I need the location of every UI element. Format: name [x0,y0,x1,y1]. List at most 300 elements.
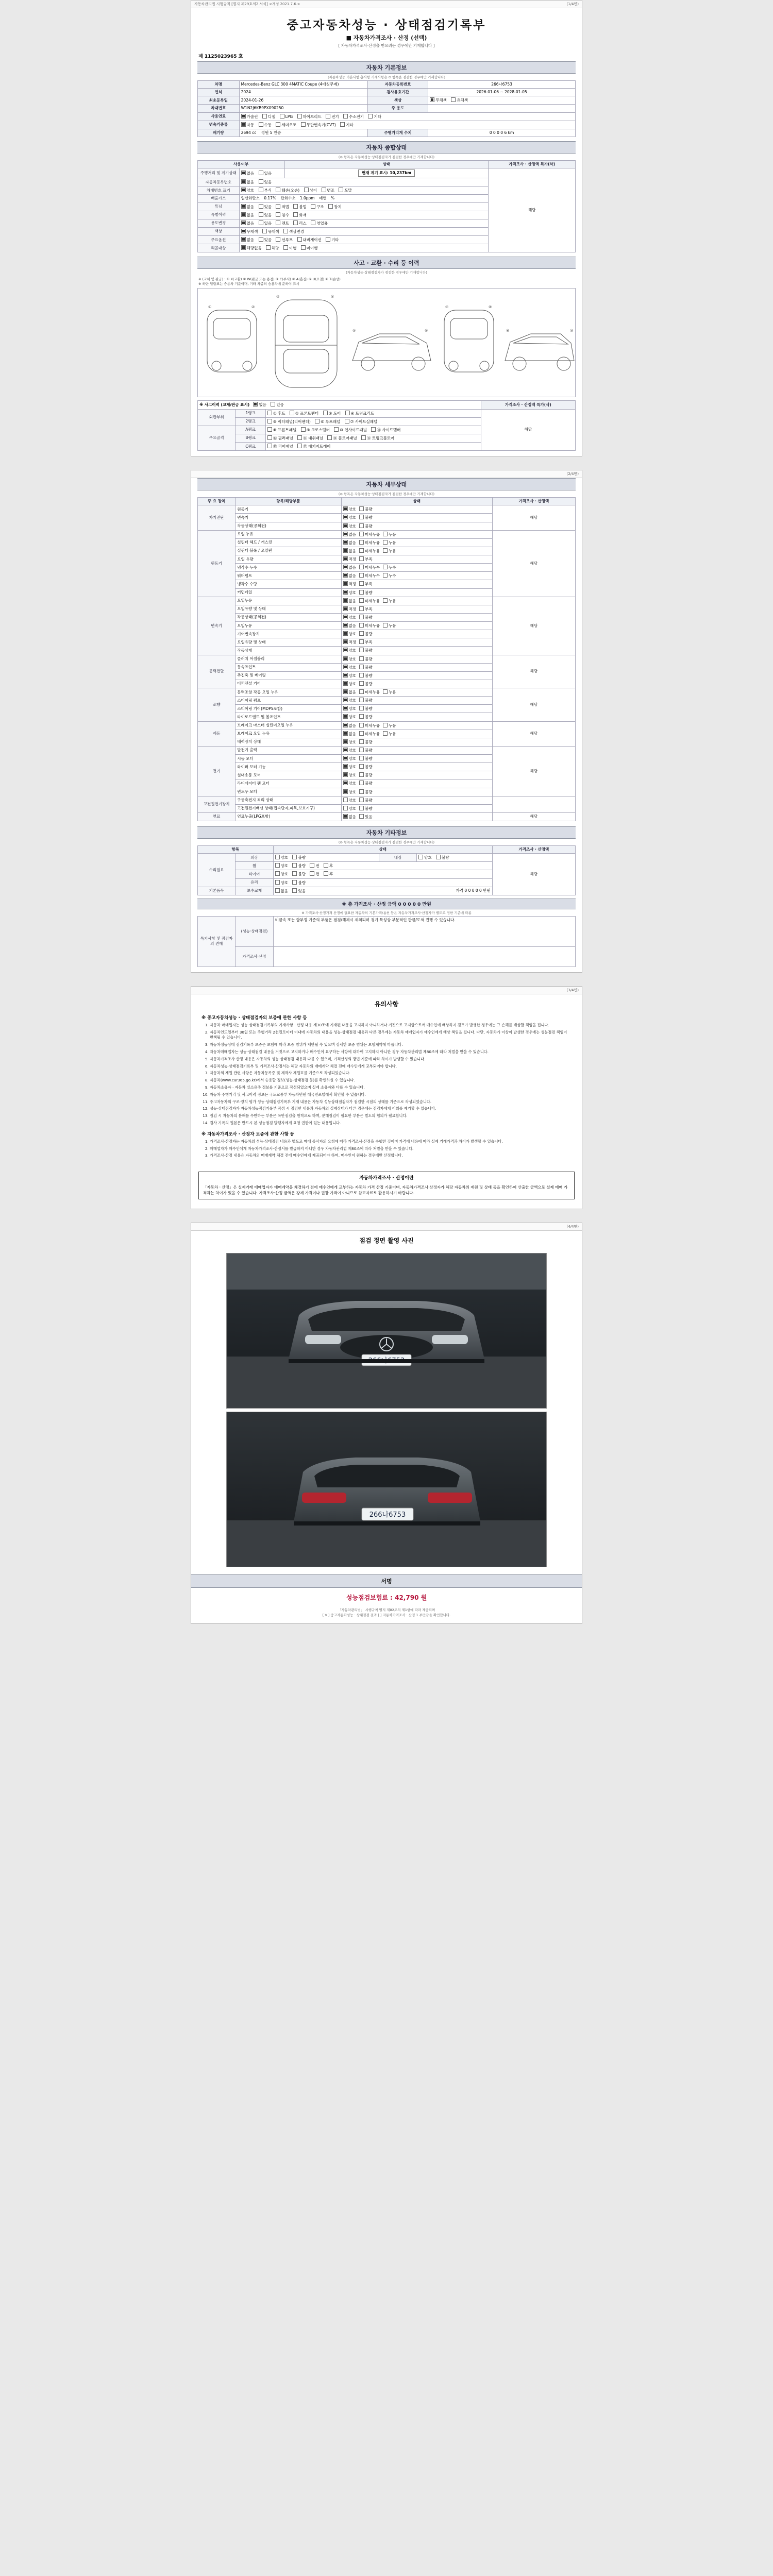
opt-bad[interactable]: 불량 [292,871,306,877]
opt-etc[interactable]: 기타 [326,237,339,243]
col-state: 상태 [284,160,489,168]
price-assessment-cell: 해당 [489,168,576,252]
opt-없음[interactable]: 없음 [343,598,357,604]
opt-good[interactable]: 양호 [275,880,289,886]
fuel-option-diesel[interactable]: 디젤 [262,114,276,120]
part-item[interactable]: ⑬ 대쉬패널 [297,435,323,441]
row-label: 자동차등록번호 [198,178,240,187]
opt-different[interactable]: 상이 [304,188,317,193]
price-assessment-cell: 해당 [492,530,575,597]
fuel-option-lpg[interactable]: LPG [280,114,293,120]
field-label: 최초등록일 [198,96,240,105]
trans-option-manual[interactable]: 수동 [259,122,272,128]
opt-양호[interactable]: 양호 [343,615,357,620]
opt-good[interactable]: 양호 [418,855,432,860]
pos-front[interactable]: 전 [310,863,319,869]
opt-양호[interactable]: 양호 [343,798,357,803]
row-options[interactable] [273,887,492,895]
opt-누유[interactable]: 누유 [383,548,396,554]
item-options[interactable] [341,630,492,638]
color-option-chromatic[interactable]: 유채색 [451,97,468,103]
part-item[interactable]: ⑰ 패키지트레이 [297,444,330,449]
part-item[interactable]: ⑧ 프론트패널 [267,427,296,433]
item-options[interactable] [341,597,492,605]
opt-불량[interactable]: 불량 [359,515,373,520]
opt-불량[interactable]: 불량 [359,798,373,803]
opt-양호[interactable]: 양호 [343,648,357,653]
opt-불량[interactable]: 불량 [359,806,373,811]
opt-없음[interactable]: 없음 [343,565,357,570]
row-options[interactable] [239,202,489,211]
opt-불량[interactable]: 불량 [359,615,373,620]
opt-없음[interactable]: 없음 [343,540,357,546]
emission-smoke-label: 매연 [319,196,327,201]
opt-damage[interactable]: 훼손(오손) [276,188,299,193]
opt-적정[interactable]: 적정 [343,606,357,612]
table-row [198,129,576,137]
opt-누유[interactable]: 누유 [383,598,396,604]
box-text: 「자동차 · 산정」은 실제거래 매매업자가 매매계약을 체결하기 전에 매수인에게 교부하는 자동차 가격 산정 기준이며, 자동차가격조사·산정자가 해당 자동차의 제원 및 상태 등을 확인하여 산출한 금액으로 실제 매매 가격과는 차이가 있을 수 있습니다. 가격조사·산정 금액은 강제 가격이나 권장 가격이 아니므로 참고자료로 활용하시기 바랍니다. [203,1184,568,1195]
opt-양호[interactable]: 양호 [343,681,357,687]
pos-front[interactable]: 전 [310,871,319,877]
opt-양호[interactable]: 양호 [343,698,357,703]
emission-co-value: 0.17% [264,196,277,201]
trans-option-auto[interactable]: 자동 [241,122,255,128]
opt-없음[interactable]: 없음 [343,723,357,728]
price-assessment-cell [492,796,575,812]
color-label: 색상 [367,96,428,105]
opt-불량[interactable]: 불량 [359,772,373,778]
front-photo[interactable] [226,1253,547,1409]
item-options[interactable] [341,588,492,597]
parts-items[interactable] [265,443,481,451]
car-damage-diagram[interactable] [197,288,576,397]
list-item: 9. 자동차소유자 · 자동차 실소유주 정보를 기준으로 작성되었으며 실제 소유자와 다를 수 있습니다. [210,1085,572,1091]
part-item[interactable]: ⑭ 플로어패널 [327,435,357,441]
item-options[interactable] [341,580,492,588]
opt-none[interactable]: 없음 [241,171,255,176]
opt-applicable[interactable]: 해당 [266,245,279,251]
table-row [198,409,576,417]
opt-erased[interactable]: 도말 [339,188,352,193]
opt-불량[interactable]: 불량 [359,748,373,753]
item-options[interactable] [341,713,492,721]
price-assessment-cell: 해당 [492,721,575,746]
opt-corrosion[interactable]: 부식 [259,188,272,193]
opt-양호[interactable]: 양호 [343,739,357,745]
item-label: 원동기 [236,505,341,514]
opt-없음[interactable]: 없음 [343,623,357,629]
fuel-option-electric[interactable]: 전기 [326,114,339,120]
row-options[interactable] [273,870,492,878]
item-options[interactable] [341,755,492,763]
row-options[interactable] [239,244,489,252]
opt-불량[interactable]: 불량 [359,781,373,786]
row-options[interactable] [273,878,492,887]
opt-chromatic[interactable]: 유채색 [262,229,279,234]
list-item: 5. 자동차가격조사·산정 내용은 자동차의 성능·상태점검 내용과 다를 수 있으며, 가격산정의 방법·기준에 따라 차이가 발생할 수 있습니다. [210,1057,572,1062]
list-item: 4. 자동차매매업자는 성능·상태점검 내용을 거짓으로 고지하거나 매수인이 요구하는 사항에 대하여 고지하지 아니한 경우 자동차관리법 제80조에 따라 처벌을 받을 수 있습니다. [210,1049,572,1055]
row-options[interactable] [239,236,489,244]
opt-양호[interactable]: 양호 [343,789,357,795]
displacement-number: 2694 [241,130,251,135]
opt-적정[interactable]: 적정 [343,556,357,562]
part-item[interactable]: ⑮ 트렁크플로어 [361,435,394,441]
opt-불량[interactable]: 불량 [359,648,373,653]
pos-rear[interactable]: 후 [324,871,333,877]
opt-불량[interactable]: 불량 [359,665,373,670]
opt-없음[interactable]: 없음 [343,548,357,554]
color-option-achromatic[interactable]: 무채색 [430,97,447,103]
svg-text:①: ① [208,305,212,310]
opt-양호[interactable]: 양호 [343,781,357,786]
opt-양호[interactable]: 양호 [343,764,357,770]
opt-flood[interactable]: 침수 [276,212,289,218]
part-item[interactable]: ⑩ 인사이드패널 [334,427,367,433]
opt-양호[interactable]: 양호 [343,656,357,662]
item-options[interactable] [341,522,492,530]
item-options[interactable] [341,788,492,796]
opt-양호[interactable]: 양호 [343,523,357,529]
item-options[interactable] [341,555,492,564]
opt-불량[interactable]: 불량 [359,506,373,512]
opt-yes[interactable]: 있음 [259,237,272,243]
opt-not-applicable[interactable]: 해당없음 [241,245,262,251]
opt-불량[interactable]: 불량 [359,764,373,770]
opt-none[interactable]: 없음 [275,888,289,894]
item-options[interactable] [341,771,492,779]
opt-불량[interactable]: 불량 [359,631,373,637]
trans-option-semiauto[interactable]: 세미오토 [276,122,296,128]
fuel-option-hybrid[interactable]: 하이브리드 [297,114,322,120]
opt-누유[interactable]: 누유 [383,689,396,695]
opt-navigation[interactable]: 내비게이션 [297,237,322,243]
opt-양호[interactable]: 양호 [343,772,357,778]
row-options[interactable] [239,219,489,227]
opt-양호[interactable]: 양호 [343,714,357,720]
col-use: 사용여부 [198,160,285,168]
opt-불량[interactable]: 불량 [359,698,373,703]
opt-rent[interactable]: 렌트 [276,221,289,226]
pos-rear[interactable]: 후 [324,863,333,869]
transmission-options[interactable] [239,121,575,129]
item-options[interactable] [341,812,492,821]
opt-부족[interactable]: 부족 [359,581,373,587]
opt-양호[interactable]: 양호 [343,515,357,520]
rank-label: C랭크 [236,443,266,451]
page-title: 중고자동차성능 · 상태점검기록부 [287,19,486,32]
opt-미세누유[interactable]: 미세누유 [359,623,380,629]
row-options[interactable] [239,211,489,219]
item-options[interactable] [341,796,492,804]
opt-legal[interactable]: 적법 [276,204,289,210]
opt-done[interactable]: 이행 [283,245,297,251]
opt-없음[interactable]: 없음 [343,689,357,695]
notice-list-2 [201,1139,572,1159]
opt-yes[interactable]: 있음 [259,212,272,218]
opt-good[interactable]: 양호 [275,863,289,869]
opt-fire[interactable]: 화재 [293,212,307,218]
item-options[interactable] [341,622,492,630]
opt-achromatic[interactable]: 무채색 [241,229,258,234]
parts-items[interactable] [265,434,481,442]
part-item[interactable]: ⑯ 리어패널 [267,444,293,449]
svg-text:⑧: ⑧ [489,305,492,310]
opt-bad[interactable]: 불량 [292,855,306,860]
item-label: 기어변속장치 [236,630,341,638]
item-options[interactable] [341,572,492,580]
rear-photo[interactable] [226,1412,547,1567]
opt-미세누유[interactable]: 미세누유 [359,689,380,695]
opt-yes[interactable]: 있음 [259,221,272,226]
part-item[interactable]: ① 후드 [267,411,285,416]
opt-양호[interactable]: 양호 [343,748,357,753]
opt-양호[interactable]: 양호 [343,665,357,670]
opt-불량[interactable]: 불량 [359,739,373,745]
trans-option-etc[interactable]: 기타 [340,122,354,128]
opt-누수[interactable]: 누수 [383,565,396,570]
opt-누유[interactable]: 누유 [383,623,396,629]
opt-없음[interactable]: 없음 [343,814,357,820]
opt-불량[interactable]: 불량 [359,523,373,529]
item-options[interactable] [341,647,492,655]
row-options[interactable] [239,187,489,195]
item-label: 워터펌프 [236,572,341,580]
item-options[interactable] [341,688,492,697]
opt-불량[interactable]: 불량 [359,673,373,679]
rank-label: 2랭크 [236,417,266,426]
device-group: 자기진단 [198,505,236,530]
color-options[interactable] [428,96,576,105]
opt-있음[interactable]: 있음 [359,814,373,820]
item-options[interactable] [341,530,492,538]
item-options[interactable] [341,505,492,514]
opt-누유[interactable]: 누유 [383,731,396,737]
opt-repainted[interactable]: 색상변경 [283,229,304,234]
item-label: 실린더 블록 / 오일팬 [236,547,341,555]
opt-bad[interactable]: 불량 [436,855,449,860]
opt-미세누유[interactable]: 미세누유 [359,723,380,728]
item-label: 오일누유 [236,622,341,630]
sheet-4 [191,1223,582,1624]
detail-table [197,497,576,821]
opt-none[interactable]: 없음 [241,179,255,185]
opt-없음[interactable]: 없음 [343,532,357,537]
parts-items[interactable] [265,409,481,417]
displacement-value [239,129,367,137]
other-band: 자동차 기타정보 [197,826,576,839]
opt-none[interactable]: 없음 [241,204,255,210]
opt-미세누유[interactable]: 미세누유 [359,548,380,554]
accident-none[interactable]: 없음 [253,402,266,408]
opt-누유[interactable]: 누유 [383,540,396,546]
fuel-options[interactable] [239,112,575,121]
opt-양호[interactable]: 양호 [343,756,357,761]
emission-co-label: 일산화탄소 [241,196,260,201]
row-options[interactable] [239,168,284,178]
opt-yes[interactable]: 있음 [259,204,272,210]
page-indicator-4: (4/4면) [566,1225,579,1229]
opt-불량[interactable]: 불량 [359,714,373,720]
opt-bad[interactable]: 불량 [292,880,306,886]
opt-양호[interactable]: 양호 [343,806,357,811]
row-options[interactable] [273,854,379,862]
opt-structure[interactable]: 구조 [311,204,324,210]
opt-commercial[interactable]: 영업용 [311,221,328,226]
item-options[interactable] [341,605,492,613]
accident-parts-table [197,400,576,451]
part-item[interactable]: ⑫ 필러패널 [267,435,293,441]
basic-info-band: 자동차 기본정보 [197,61,576,74]
opt-미세누유[interactable]: 미세누유 [359,731,380,737]
opt-적정[interactable]: 적정 [343,639,357,645]
opt-누유[interactable]: 누유 [383,723,396,728]
opt-none[interactable]: 없음 [241,212,255,218]
table-row [198,655,576,663]
opt-not-done[interactable]: 미이행 [301,245,318,251]
part-item[interactable]: ② 프론트펜더 [290,411,318,416]
item-label: 작동상태(공회전) [236,613,341,621]
item-options[interactable] [341,763,492,771]
field-value: 2024-01-26 [239,96,367,105]
opt-없음[interactable]: 없음 [343,573,357,579]
opt-none[interactable]: 없음 [241,237,255,243]
parts-group-exterior: 외판부위 [198,409,236,426]
opt-적정[interactable]: 적정 [343,581,357,587]
row-label: 외장 [236,854,273,862]
item-options[interactable] [341,738,492,746]
basic-info-note: (자동차성능 기본사항 총사항 기재사항은 ⊙ 항목을 점검한 경우에만 기재합니다) [328,75,445,79]
special-notes-text-2[interactable] [273,946,575,967]
parts-items[interactable] [265,417,481,426]
row-options[interactable] [273,862,492,870]
row-options[interactable] [239,227,489,235]
item-options[interactable] [341,721,492,730]
part-item[interactable]: ⑪ 사이드멤버 [371,427,400,433]
fuel-option-gasoline[interactable]: 가솔린 [241,114,258,120]
accident-history[interactable] [198,401,481,409]
opt-부족[interactable]: 부족 [359,556,373,562]
table-row [198,812,576,821]
opt-lease[interactable]: 리스 [293,221,307,226]
opt-불량[interactable]: 불량 [359,756,373,761]
opt-불량[interactable]: 불량 [359,590,373,596]
part-item[interactable]: ③ 도어 [323,411,341,416]
opt-none[interactable]: 없음 [241,221,255,226]
table-row [198,721,576,730]
row-options[interactable] [239,178,489,187]
item-options[interactable] [341,638,492,647]
opt-미세누유[interactable]: 미세누유 [359,532,380,537]
fuel-option-etc[interactable]: 기타 [368,114,381,120]
part-item[interactable]: ④ 트렁크리드 [345,411,374,416]
item-options[interactable] [341,663,492,671]
item-options[interactable] [341,804,492,812]
opt-양호[interactable]: 양호 [343,631,357,637]
item-options[interactable] [341,680,492,688]
item-label: 작동상태(공회전) [236,522,341,530]
item-options[interactable] [341,547,492,555]
part-item[interactable]: ⑥ 루프패널 [315,419,340,425]
item-options[interactable] [341,538,492,547]
opt-불량[interactable]: 불량 [359,789,373,795]
opt-sunroof[interactable]: 선루프 [276,237,293,243]
opt-good[interactable]: 양호 [275,871,289,877]
item-options[interactable] [341,564,492,572]
opt-yes[interactable]: 있음 [292,888,306,894]
opt-불량[interactable]: 불량 [359,681,373,687]
sheet-header-3 [191,987,582,994]
accident-yes[interactable]: 있음 [271,402,284,408]
item-options[interactable] [341,746,492,754]
opt-불량[interactable]: 불량 [359,706,373,711]
rank-label: A랭크 [236,426,266,434]
opt-양호[interactable]: 양호 [343,706,357,711]
opt-미세누유[interactable]: 미세누유 [359,540,380,546]
row-options-2[interactable] [417,854,493,862]
special-notes-text[interactable]: 비금속 또는 합부정 기준의 부품은 점검/해제시 제외되며 경기 특성상 부분적인 판금/도색 진행 수 있습니다. [273,916,575,946]
item-options[interactable] [341,514,492,522]
opt-미세누수[interactable]: 미세누수 [359,565,380,570]
opt-good[interactable]: 양호 [241,188,255,193]
trans-option-cvt[interactable]: 무단변속기(CVT) [301,122,336,128]
special-notes-sub-2: 가격조사·산정 [236,946,273,967]
opt-bad[interactable]: 불량 [292,863,306,869]
opt-양호[interactable]: 양호 [343,590,357,596]
opt-illegal[interactable]: 불법 [293,204,307,210]
item-options[interactable] [341,730,492,738]
item-label: 오일유량 및 상태 [236,638,341,647]
opt-양호[interactable]: 양호 [343,673,357,679]
item-options[interactable] [341,655,492,663]
use-value [428,105,576,112]
item-options[interactable] [341,779,492,788]
rank-label: B랭크 [236,434,266,442]
item-options[interactable] [341,697,492,705]
fee-value: 42,790 원 [395,1594,427,1602]
table-row [198,81,576,89]
opt-미세누유[interactable]: 미세누유 [359,598,380,604]
assessment-note: ※ 가격조사·산정가격 산정에 필요한 자동차의 기본가격/옵션 등은 자동차가격조사·산정자가 별도로 정한 기준에 따름 [301,910,472,915]
special-notes-sub: (성능·상태점검) [236,916,273,946]
opt-부족[interactable]: 부족 [359,639,373,645]
opt-누유[interactable]: 누유 [383,532,396,537]
list-item: 11. 중고자동차의 구조·장치 평가 성능·상태점검기록부 기재 내용은 자동차 성능상태점검자가 점검한 시점의 상태를 기준으로 작성되었습니다. [210,1099,572,1105]
fuel-option-hydrogen[interactable]: 수소전기 [343,114,364,120]
opt-누수[interactable]: 누수 [383,573,396,579]
item-options[interactable] [341,705,492,713]
opt-미세누수[interactable]: 미세누수 [359,573,380,579]
item-options[interactable] [341,671,492,680]
part-item[interactable]: ⑦ 사이드실패널 [345,419,378,425]
table-row [198,854,576,862]
opt-device[interactable]: 장치 [328,204,342,210]
part-item[interactable]: ⑨ 크로스멤버 [301,427,330,433]
opt-good[interactable]: 양호 [275,855,289,860]
opt-양호[interactable]: 양호 [343,506,357,512]
parts-items[interactable] [265,426,481,434]
opt-없음[interactable]: 없음 [343,731,357,737]
item-options[interactable] [341,613,492,621]
opt-altered[interactable]: 변조 [322,188,335,193]
field-label: 차명 [198,81,240,89]
opt-yes[interactable]: 있음 [259,179,272,185]
part-item[interactable]: ⑤ 쿼터패널(리어펜더) [267,419,311,425]
opt-불량[interactable]: 불량 [359,656,373,662]
opt-yes[interactable]: 있음 [259,171,272,176]
opt-부족[interactable]: 부족 [359,606,373,612]
item-label: 냉각수 수량 [236,580,341,588]
